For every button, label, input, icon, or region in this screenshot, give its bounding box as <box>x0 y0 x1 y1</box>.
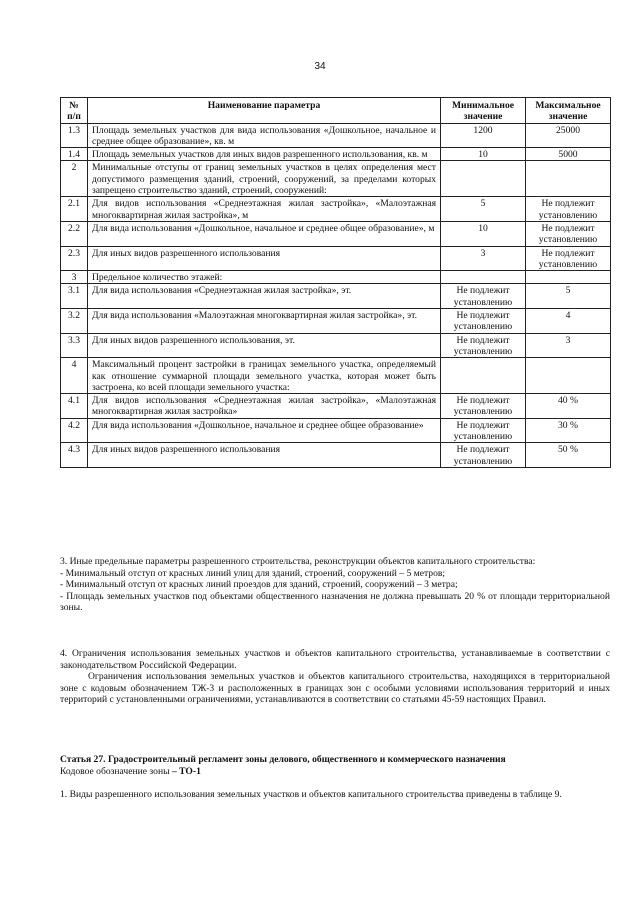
table-row <box>61 221 611 246</box>
row-max: 5 <box>526 284 611 309</box>
row-name: Для вида использования «Малоэтажная многоквартирная жилая застройка», эт. <box>88 309 441 334</box>
article-title: Статья 27. Градостроительный регламент зоны делового, общественного и коммерческого назначения <box>60 754 506 765</box>
row-name: Для иных видов разрешенного использования <box>88 443 441 468</box>
row-min <box>441 271 526 284</box>
table-row <box>61 161 611 197</box>
row-num: 3.2 <box>61 309 88 334</box>
row-max: 3 <box>526 333 611 358</box>
row-min: 1200 <box>441 123 526 148</box>
row-name: Для вида использования «Среднеэтажная жилая застройка», эт. <box>88 284 441 309</box>
section-3-item: - Минимальный отступ от красных линий улиц для зданий, строений, сооружений – 5 метров; <box>60 567 446 579</box>
table-row <box>61 271 611 284</box>
row-num: 4.2 <box>61 418 88 443</box>
row-max: 30 % <box>526 418 611 443</box>
header-num: № п/п <box>61 98 88 124</box>
row-min: Не подлежит установлению <box>441 309 526 334</box>
section-3-item: - Площадь земельных участков под объектами общественного назначения не должна превышать 20 % от площади территориальной зоны. <box>60 590 610 614</box>
row-name: Площадь земельных участков для иных видов разрешенного использования, кв. м <box>88 148 441 161</box>
row-num: 4.3 <box>61 443 88 468</box>
row-max <box>526 271 611 284</box>
section-3-item: - Минимальный отступ от красных линий проездов для зданий, строений, сооружений – 3 метра; <box>60 579 458 591</box>
row-max: Не подлежит установлению <box>526 246 611 271</box>
section-3-intro: 3. Иные предельные параметры разрешенного строительства, реконструкции объектов капитального строительства: <box>60 556 536 567</box>
row-num: 2.1 <box>61 197 88 222</box>
row-max <box>526 161 611 197</box>
row-min: 10 <box>441 221 526 246</box>
row-min <box>441 161 526 197</box>
table-row <box>61 148 611 161</box>
header-name: Наименование параметра <box>88 98 441 124</box>
row-max: 40 % <box>526 394 611 419</box>
row-num: 4 <box>61 358 88 394</box>
row-num: 3.3 <box>61 333 88 358</box>
section-4-paragraph: Ограничения использования земельных участков и объектов капитального строительства, находящихся в территориальной зоне с кодовым обозначением ТЖ-3 и расположенных в границах зон с особыми условиями использования территорий и иных территорий с установленными ограничениями, устанавливаются в соответствии со статьями 45-59 настоящих Правил. <box>60 671 610 706</box>
table-row <box>61 284 611 309</box>
row-num: 3 <box>61 271 88 284</box>
parameters-table <box>60 97 611 468</box>
row-name: Для иных видов разрешенного использования, эт. <box>88 333 441 358</box>
table-row <box>61 197 611 222</box>
table-row <box>61 333 611 358</box>
zone-code-value: – ТО-1 <box>171 765 201 777</box>
article-27 <box>60 754 610 801</box>
table-header-row <box>61 98 611 124</box>
row-min <box>441 358 526 394</box>
row-name: Максимальный процент застройки в границах земельного участка, определяемый как отношение суммарной площади земельного участка, которая может быть застроена, ко всей площади земельного участка: <box>88 358 441 394</box>
row-num: 1.4 <box>61 148 88 161</box>
table-row <box>61 123 611 148</box>
row-min: 10 <box>441 148 526 161</box>
row-min: Не подлежит установлению <box>441 418 526 443</box>
table-row <box>61 246 611 271</box>
row-num: 4.1 <box>61 394 88 419</box>
section-4 <box>60 648 610 706</box>
section-4-intro: 4. Ограничения использования земельных участков и объектов капитального строительства, устанавливаемые в соответствии с законодательством Российской Федерации. <box>60 648 610 671</box>
row-min: 3 <box>441 246 526 271</box>
row-min: Не подлежит установлению <box>441 443 526 468</box>
row-name: Площадь земельных участков для вида использования «Дошкольное, начальное и среднее общее образование», кв. м <box>88 123 441 148</box>
table-row <box>61 358 611 394</box>
row-min: 5 <box>441 197 526 222</box>
row-max: 50 % <box>526 443 611 468</box>
article-paragraph: 1. Виды разрешенного использования земельных участков и объектов капитального строительства приведены в таблице 9. <box>60 789 562 801</box>
row-num: 2 <box>61 161 88 197</box>
row-name: Минимальные отступы от границ земельных участков в целях определения мест допустимого размещения зданий, строений, сооружений, за пределами которых запрещено строительство зданий, строений, сооружений: <box>88 161 441 197</box>
table-row <box>61 443 611 468</box>
row-name: Для иных видов разрешенного использования <box>88 246 441 271</box>
row-name: Для видов использования «Среднеэтажная жилая застройка», «Малоэтажная многоквартирная жилая застройка» <box>88 394 441 419</box>
row-min: Не подлежит установлению <box>441 284 526 309</box>
row-name: Для видов использования «Среднеэтажная жилая застройка», «Малоэтажная многоквартирная жилая застройка», м <box>88 197 441 222</box>
row-name: Предельное количество этажей: <box>88 271 441 284</box>
row-name: Для вида использования «Дошкольное, начальное и среднее общее образование» <box>88 418 441 443</box>
row-max: Не подлежит установлению <box>526 221 611 246</box>
table-row <box>61 309 611 334</box>
zone-code-label: Кодовое обозначение зоны <box>60 765 172 777</box>
row-name: Для вида использования «Дошкольное, начальное и среднее общее образование», м <box>88 221 441 246</box>
row-num: 2.3 <box>61 246 88 271</box>
row-min: Не подлежит установлению <box>441 394 526 419</box>
section-3 <box>60 556 610 614</box>
row-min: Не подлежит установлению <box>441 333 526 358</box>
header-min: Минимальное значение <box>441 98 526 124</box>
row-max: 5000 <box>526 148 611 161</box>
page-number: 34 <box>314 61 326 72</box>
row-num: 3.1 <box>61 284 88 309</box>
table-row <box>61 418 611 443</box>
row-max <box>526 358 611 394</box>
row-max: Не подлежит установлению <box>526 197 611 222</box>
row-num: 2.2 <box>61 221 88 246</box>
row-max: 4 <box>526 309 611 334</box>
row-max: 25000 <box>526 123 611 148</box>
row-num: 1.3 <box>61 123 88 148</box>
header-max: Максимальное значение <box>526 98 611 124</box>
table-row <box>61 394 611 419</box>
zone-code-line <box>60 766 610 778</box>
